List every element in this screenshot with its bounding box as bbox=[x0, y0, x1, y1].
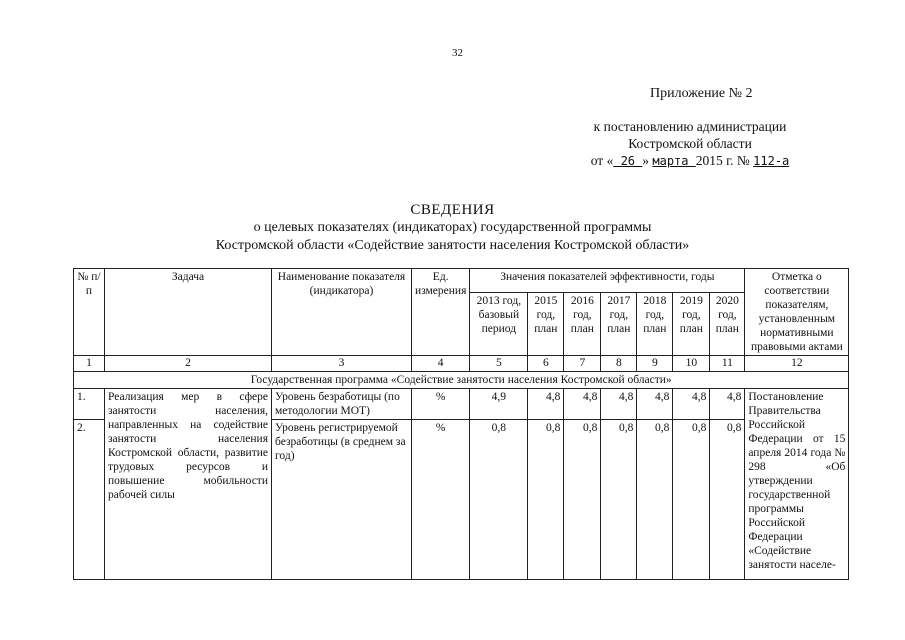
date-month: марта bbox=[652, 154, 696, 168]
decree-line-1: к постановлению администрации bbox=[593, 119, 787, 134]
header-note: Отметка о соответствии показателям, установленным нормативными правовыми актами bbox=[745, 269, 849, 356]
row-value: 0,8 bbox=[673, 420, 710, 580]
row-indicator: Уровень регистрируемой безработицы (в среднем за год) bbox=[272, 420, 412, 580]
header-values-group: Значения показателей эффективности, годы bbox=[470, 269, 745, 293]
date-day: 26 bbox=[613, 154, 643, 168]
header-year: 2018 год, план bbox=[637, 292, 673, 355]
row-value: 4,8 bbox=[601, 389, 637, 420]
column-number: 4 bbox=[412, 356, 470, 372]
header-row-1 bbox=[74, 269, 849, 293]
row-num: 2. bbox=[74, 420, 105, 580]
date-year: 2015 г. № bbox=[695, 153, 754, 168]
page-number: 32 bbox=[452, 47, 463, 59]
header-unit: Ед. измерения bbox=[412, 269, 470, 356]
header-year: 2019 год, план bbox=[673, 292, 710, 355]
date-prefix: от « bbox=[590, 153, 614, 168]
title-line-2: о целевых показателях (индикаторах) государственной программы bbox=[253, 220, 652, 235]
column-number: 2 bbox=[105, 356, 272, 372]
row-value: 4,8 bbox=[528, 389, 564, 420]
decree-number: 112-а bbox=[753, 154, 790, 168]
header-year: 2017 год, план bbox=[601, 292, 637, 355]
column-number: 8 bbox=[601, 356, 637, 372]
row-num: 1. bbox=[74, 389, 105, 420]
header-task: Задача bbox=[105, 269, 272, 356]
section-row bbox=[74, 372, 849, 389]
decree-date bbox=[591, 152, 790, 170]
header-year: 2015 год, план bbox=[528, 292, 564, 355]
column-number: 10 bbox=[673, 356, 710, 372]
row-value: 0,8 bbox=[528, 420, 564, 580]
column-number: 6 bbox=[528, 356, 564, 372]
header-indicator: Наименование показателя (индикатора) bbox=[272, 269, 412, 356]
header-year: 2013 год, базовый период bbox=[470, 292, 528, 355]
row-value: 4,8 bbox=[564, 389, 601, 420]
column-number: 7 bbox=[564, 356, 601, 372]
row-unit: % bbox=[412, 420, 470, 580]
row-value: 0,8 bbox=[470, 420, 528, 580]
indicators-table bbox=[73, 268, 849, 580]
header-year: 2016 год, план bbox=[564, 292, 601, 355]
column-number: 1 bbox=[74, 356, 105, 372]
title-heading: СВЕДЕНИЯ bbox=[410, 202, 495, 218]
header-year: 2020 год, план bbox=[710, 292, 745, 355]
row-value: 0,8 bbox=[710, 420, 745, 580]
row-indicator: Уровень безработицы (по методологии МОТ) bbox=[272, 389, 412, 420]
row-value: 0,8 bbox=[637, 420, 673, 580]
section-title: Государственная программа «Содействие занятости населения Костромской области» bbox=[74, 372, 849, 389]
column-number: 5 bbox=[470, 356, 528, 372]
row-value: 0,8 bbox=[564, 420, 601, 580]
table-row bbox=[74, 389, 849, 420]
decree-line-2: Костромской области bbox=[628, 136, 752, 151]
row-value: 4,8 bbox=[710, 389, 745, 420]
row-value: 4,8 bbox=[637, 389, 673, 420]
header-num: № п/п bbox=[74, 269, 105, 356]
decree-reference bbox=[540, 118, 840, 170]
column-number: 12 bbox=[745, 356, 849, 372]
task-text: Реализация мер в сфере занятости населения, направленных на содействие занятости населения Костромской области, развитие трудовых ресурсов и повышение мобильности рабочей силы bbox=[105, 389, 272, 580]
column-number: 3 bbox=[272, 356, 412, 372]
title-line-3: Костромской области «Содействие занятости населения Костромской области» bbox=[215, 238, 690, 253]
row-value: 0,8 bbox=[601, 420, 637, 580]
date-mid: » bbox=[642, 153, 649, 168]
note-text: Постановление Правительства Российской Федерации от 15 апреля 2014 года № 298 «Об утверждении государственной программы Российской Федерации «Содействие занятости населе- bbox=[745, 389, 849, 580]
column-number: 9 bbox=[637, 356, 673, 372]
document-title bbox=[0, 202, 905, 255]
row-unit: % bbox=[412, 389, 470, 420]
column-number: 11 bbox=[710, 356, 745, 372]
appendix-label: Приложение № 2 bbox=[650, 86, 753, 101]
row-value: 4,8 bbox=[673, 389, 710, 420]
row-value: 4,9 bbox=[470, 389, 528, 420]
column-number-row bbox=[74, 356, 849, 372]
